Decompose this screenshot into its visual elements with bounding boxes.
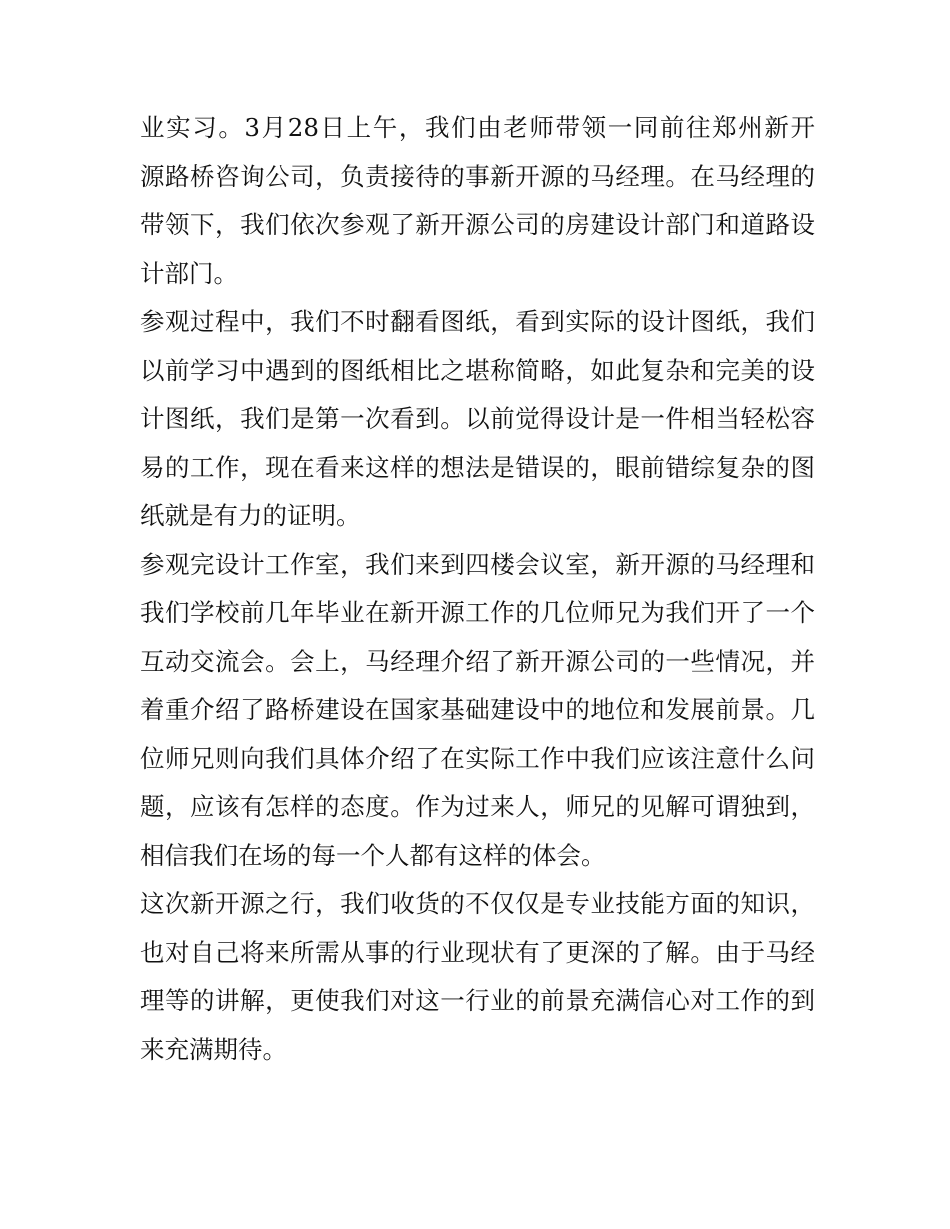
text-line: 参观过程中，我们不时翻看图纸，看到实际的设计图纸，我们 [140, 307, 815, 336]
text-line: 题，应该有怎样的态度。作为过来人，师兄的见解可谓独到， [140, 792, 815, 821]
text-line: 我们学校前几年毕业在新开源工作的几位师兄为我们开了一个 [140, 598, 815, 627]
text-line: 着重介绍了路桥建设在国家基础建设中的地位和发展前景。几 [140, 695, 815, 724]
text-line: 易的工作，现在看来这样的想法是错误的，眼前错综复杂的图 [140, 452, 815, 482]
text-line: 相信我们在场的每一个人都有这样的体会。 [140, 840, 606, 870]
text-line: 业实习。3月28日上午，我们由老师带领一同前往郑州新开 [140, 113, 815, 142]
text-line: 理等的讲解，更使我们对这一行业的前景充满信心对工作的到 [140, 986, 815, 1015]
text-line: 参观完设计工作室，我们来到四楼会议室，新开源的马经理和 [140, 549, 815, 579]
text-line: 互动交流会。会上，马经理介绍了新开源公司的一些情况，并 [140, 646, 815, 676]
text-line: 计部门。 [140, 258, 238, 288]
text-line: 也对自己将来所需从事的行业现状有了更深的了解。由于马经 [140, 937, 815, 967]
text-line: 源路桥咨询公司，负责接待的事新开源的马经理。在马经理的 [140, 161, 815, 191]
text-line: 以前学习中遇到的图纸相比之堪称简略，如此复杂和完美的设 [140, 355, 815, 385]
text-line: 纸就是有力的证明。 [140, 501, 361, 530]
text-line: 带领下，我们依次参观了新开源公司的房建设计部门和道路设 [140, 210, 815, 239]
text-line: 这次新开源之行，我们收货的不仅仅是专业技能方面的知识， [140, 889, 815, 918]
document-body [140, 104, 815, 1074]
text-line: 来充满期待。 [140, 1034, 287, 1064]
text-line: 位师兄则向我们具体介绍了在实际工作中我们应该注意什么问 [140, 743, 815, 773]
text-line: 计图纸，我们是第一次看到。以前觉得设计是一件相当轻松容 [140, 404, 815, 433]
